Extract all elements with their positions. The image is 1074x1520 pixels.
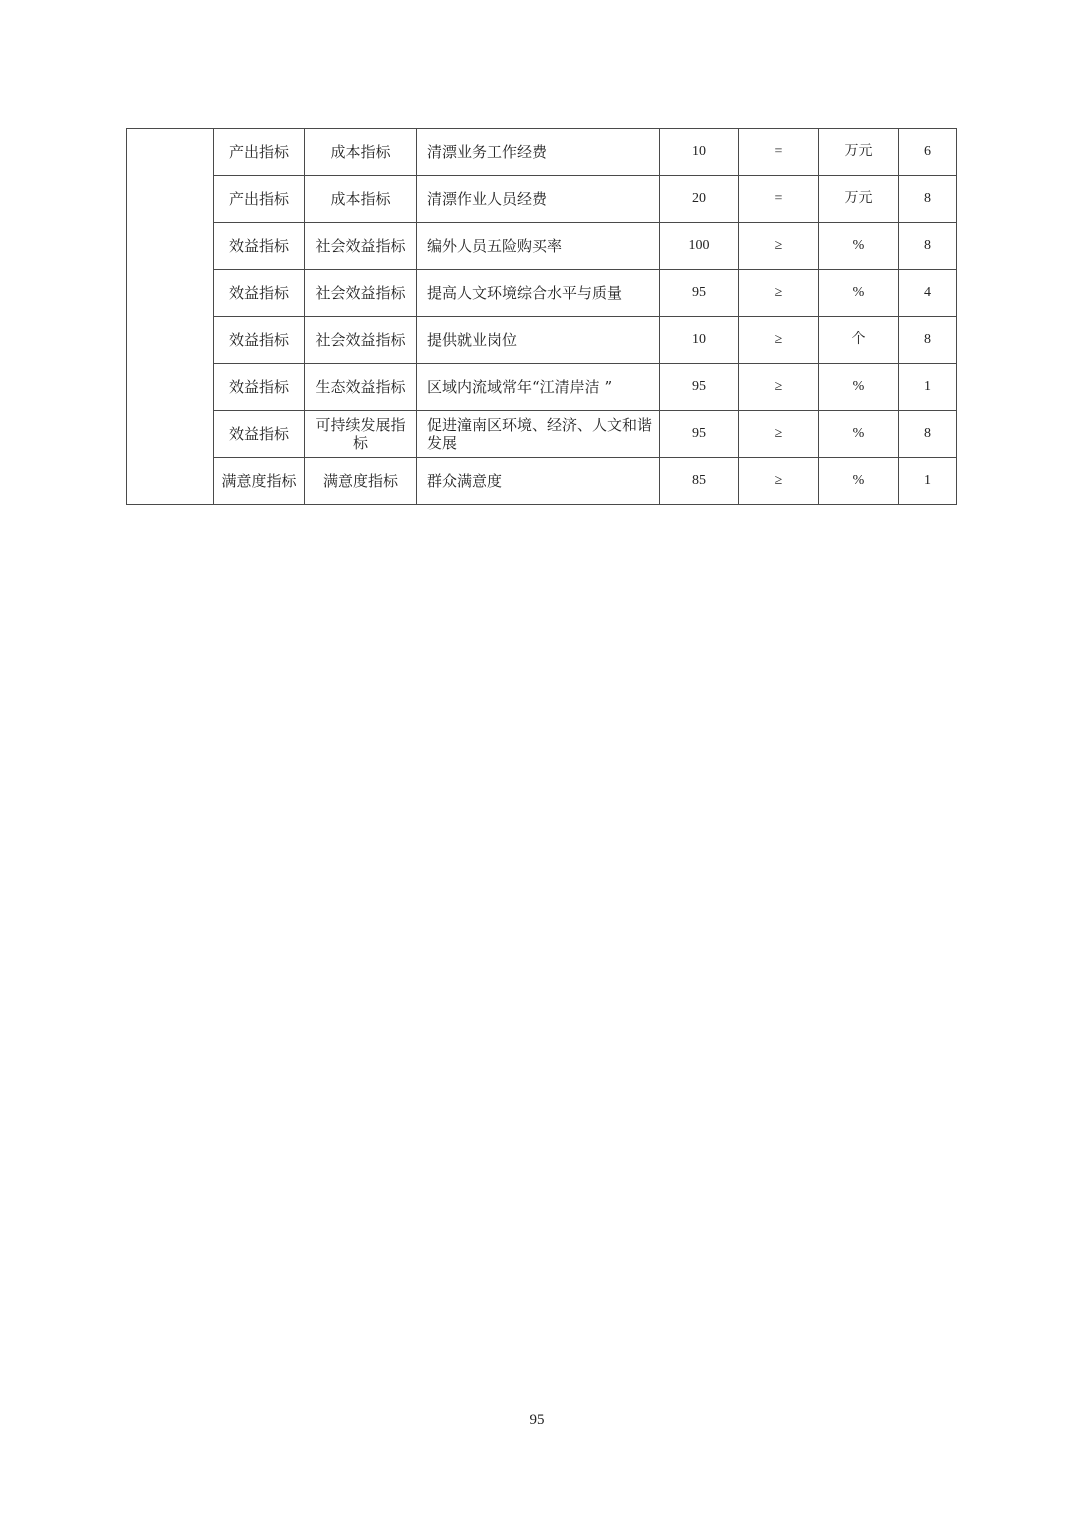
unit: %: [819, 223, 899, 270]
table-row: [127, 364, 957, 411]
unit: %: [819, 458, 899, 505]
metric-name: 区域内流域常年“江清岸洁 ”: [417, 364, 660, 411]
table-row: [127, 270, 957, 317]
score: 8: [899, 411, 957, 458]
page-number: 95: [529, 1412, 545, 1428]
level1-indicator: 效益指标: [214, 223, 305, 270]
level2-indicator: 满意度指标: [305, 458, 417, 505]
metric-name: 提高人文环境综合水平与质量: [417, 270, 660, 317]
level2-indicator: 生态效益指标: [305, 364, 417, 411]
target-value: 20: [660, 176, 739, 223]
merged-blank-cell: [127, 129, 214, 505]
unit: %: [819, 411, 899, 458]
target-value: 95: [660, 411, 739, 458]
score: 1: [899, 458, 957, 505]
comparison-operator: ≥: [739, 223, 819, 270]
table-row: [127, 129, 957, 176]
metric-name: 清漂作业人员经费: [417, 176, 660, 223]
comparison-operator: ≥: [739, 411, 819, 458]
comparison-operator: =: [739, 129, 819, 176]
table-row: [127, 176, 957, 223]
table-row: [127, 223, 957, 270]
level1-indicator: 效益指标: [214, 364, 305, 411]
level2-indicator: 成本指标: [305, 129, 417, 176]
target-value: 100: [660, 223, 739, 270]
level2-indicator: 可持续发展指标: [305, 411, 417, 458]
comparison-operator: =: [739, 176, 819, 223]
score: 8: [899, 176, 957, 223]
level1-indicator: 效益指标: [214, 270, 305, 317]
level1-indicator: 产出指标: [214, 176, 305, 223]
level1-indicator: 效益指标: [214, 411, 305, 458]
score: 4: [899, 270, 957, 317]
performance-indicator-table: [126, 128, 957, 505]
score: 8: [899, 317, 957, 364]
comparison-operator: ≥: [739, 458, 819, 505]
target-value: 95: [660, 364, 739, 411]
comparison-operator: ≥: [739, 317, 819, 364]
metric-name: 提供就业岗位: [417, 317, 660, 364]
metric-name: 促进潼南区环境、经济、人文和谐发展: [417, 411, 660, 458]
score: 6: [899, 129, 957, 176]
comparison-operator: ≥: [739, 364, 819, 411]
unit: 万元: [819, 176, 899, 223]
unit: 个: [819, 317, 899, 364]
target-value: 10: [660, 317, 739, 364]
metric-name: 编外人员五险购买率: [417, 223, 660, 270]
table-row: [127, 317, 957, 364]
metric-name: 群众满意度: [417, 458, 660, 505]
level2-indicator: 社会效益指标: [305, 270, 417, 317]
score: 1: [899, 364, 957, 411]
level2-indicator: 社会效益指标: [305, 317, 417, 364]
score: 8: [899, 223, 957, 270]
table-row: [127, 411, 957, 458]
table-row: [127, 458, 957, 505]
level2-indicator: 成本指标: [305, 176, 417, 223]
level1-indicator: 产出指标: [214, 129, 305, 176]
target-value: 85: [660, 458, 739, 505]
target-value: 95: [660, 270, 739, 317]
level1-indicator: 满意度指标: [214, 458, 305, 505]
target-value: 10: [660, 129, 739, 176]
level2-indicator: 社会效益指标: [305, 223, 417, 270]
unit: %: [819, 364, 899, 411]
unit: %: [819, 270, 899, 317]
comparison-operator: ≥: [739, 270, 819, 317]
level1-indicator: 效益指标: [214, 317, 305, 364]
metric-name: 清漂业务工作经费: [417, 129, 660, 176]
unit: 万元: [819, 129, 899, 176]
